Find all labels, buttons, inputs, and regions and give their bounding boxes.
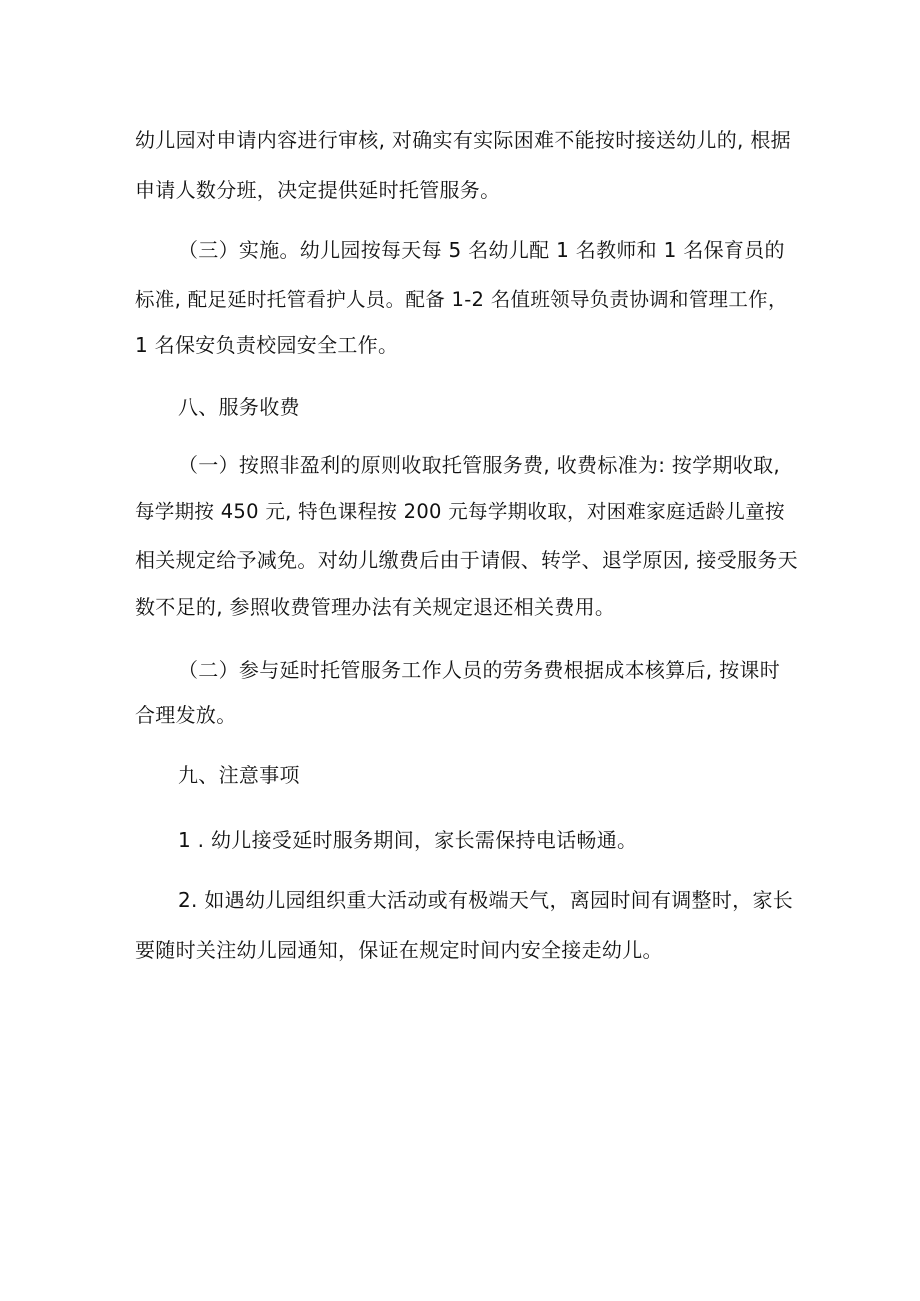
text-line: 相关规定给予减免。对幼儿缴费后由于请假、转学、退学原因, 接受服务天 [135,548,798,572]
section-heading: 八、服务收费 [178,395,300,419]
list-item: 2. 如遇幼儿园组织重大活动或有极端天气，离园时间有调整时，家长 [178,888,794,912]
text-line: 要随时关注幼儿园通知，保证在规定时间内安全接走幼儿。 [135,938,663,962]
text-line: 标准, 配足延时托管看护人员。配备 1-2 名值班领导负责协调和管理工作， [135,288,788,311]
text-line: 合理发放。 [135,703,237,727]
text-line: （三）实施。幼儿园按每天每 5 名幼儿配 1 名教师和 1 名保育员的 [178,238,785,262]
text-line: （二）参与延时托管服务工作人员的劳务费根据成本核算后, 按课时 [178,658,781,682]
text-line: 每学期按 450 元, 特色课程按 200 元每学期收取，对困难家庭适龄儿童按 [135,500,785,523]
text-line: 1 名保安负责校园安全工作。 [135,333,399,357]
list-item: 1 . 幼儿接受延时服务期间，家长需保持电话畅通。 [178,828,638,852]
section-heading: 九、注意事项 [178,763,300,787]
text-line: 申请人数分班，决定提供延时托管服务。 [135,178,501,202]
text-line: 数不足的, 参照收费管理办法有关规定退还相关费用。 [135,595,616,619]
text-line: （一）按照非盈利的原则收取托管服务费, 收费标准为: 按学期收取, [178,453,781,477]
text-line: 幼儿园对申请内容进行审核, 对确实有实际困难不能按时接送幼儿的, 根据 [135,128,791,152]
